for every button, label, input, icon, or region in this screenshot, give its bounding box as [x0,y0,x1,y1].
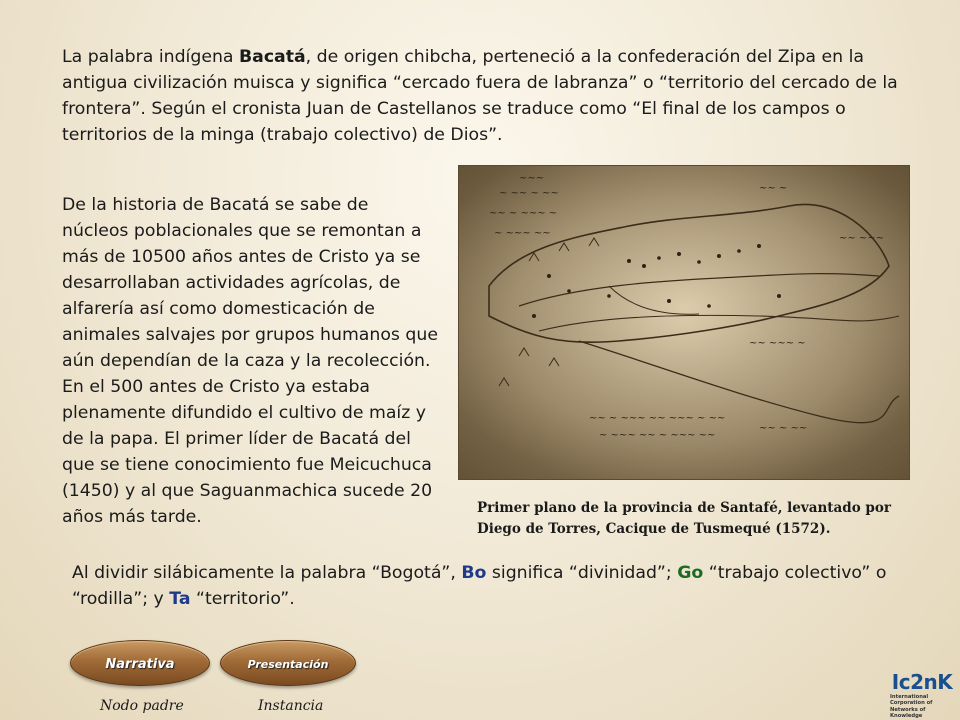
narrativa-button[interactable] [70,640,210,686]
svg-text:~~ ~ ~~~ ~: ~~ ~ ~~~ ~ [489,208,558,219]
svg-text:~~~: ~~~ [519,173,545,184]
history-paragraph: De la historia de Bacatá se sabe de núcleos poblacionales que se remontan a más de 10500 años antes de Cristo ya se desarrollaban actividades agrícolas, de alfarería así como domesticación de animales salvajes por grupos humanos que aún dependían de la caza y la recolección. En el 500 antes de Cristo ya estaba plenamente difundido el cultivo de maíz y de la papa. El primer líder de Bacatá del que se tiene conocimiento fue Meicuchuca (1450) y al que Saguanmachica sucede 20 años más tarde. [62,195,438,527]
syllable-paragraph [72,560,892,612]
svg-text:~ ~~~ ~~: ~ ~~~ ~~ [494,228,551,239]
narrativa-button-label: Narrativa [105,657,175,672]
syllable-text-2: significa “divinidad”; [486,563,678,583]
syllable-text-3: “trabajo colectivo” o “rodilla”; y [72,563,887,609]
map-illustration [459,166,910,480]
keyword-bacata: Bacatá [238,47,306,67]
nodo-padre-label: Nodo padre [100,698,184,714]
svg-text:~~ ~ ~~: ~~ ~ ~~ [759,423,808,434]
ic2nk-logo [888,670,956,718]
svg-text:~ ~~~ ~~ ~ ~~~ ~~: ~ ~~~ ~~ ~ ~~~ ~~ [599,430,716,441]
svg-text:~~ ~~~: ~~ ~~~ [839,233,885,244]
logo-tagline: International Corporation of Networks of Knowledge [890,694,933,719]
svg-text:~ ~~ ~ ~~: ~ ~~ ~ ~~ [499,188,559,199]
syllable-go: Go [677,563,704,583]
syllable-text-4: “territorio”. [190,589,295,609]
map-caption: Primer plano de la provincia de Santafé, levantado por Diego de Torres, Cacique de Tusmequé (1572). [477,500,891,537]
svg-text:~~ ~ ~~~ ~~ ~~~ ~ ~~: ~~ ~ ~~~ ~~ ~~~ ~ ~~ [589,413,726,424]
intro-text-1: La palabra indígena [62,47,239,67]
instancia-label: Instancia [258,698,324,714]
svg-text:~~ ~~~ ~: ~~ ~~~ ~ [749,338,806,349]
logo-wordmark: Ic2nK [891,670,953,694]
syllable-text-1: Al dividir silábicamente la palabra “Bogotá”, [72,563,462,583]
presentacion-button-label: Presentación [247,658,329,671]
historical-map-image [458,165,910,480]
intro-text-2: , de origen chibcha, perteneció a la confederación del Zipa en la antigua civilización muisca y significa “cercado fuera de labranza” o “territorio del cercado de la frontera”. Según el cronista Juan de Castellanos se traduce como “El final de los campos o territorios de la minga (trabajo colectivo) de Dios”. [62,47,898,145]
intro-paragraph [62,44,902,148]
svg-text:~~ ~: ~~ ~ [759,183,788,194]
presentacion-button[interactable] [220,640,356,686]
syllable-ta: Ta [169,589,191,609]
syllable-bo: Bo [461,563,487,583]
